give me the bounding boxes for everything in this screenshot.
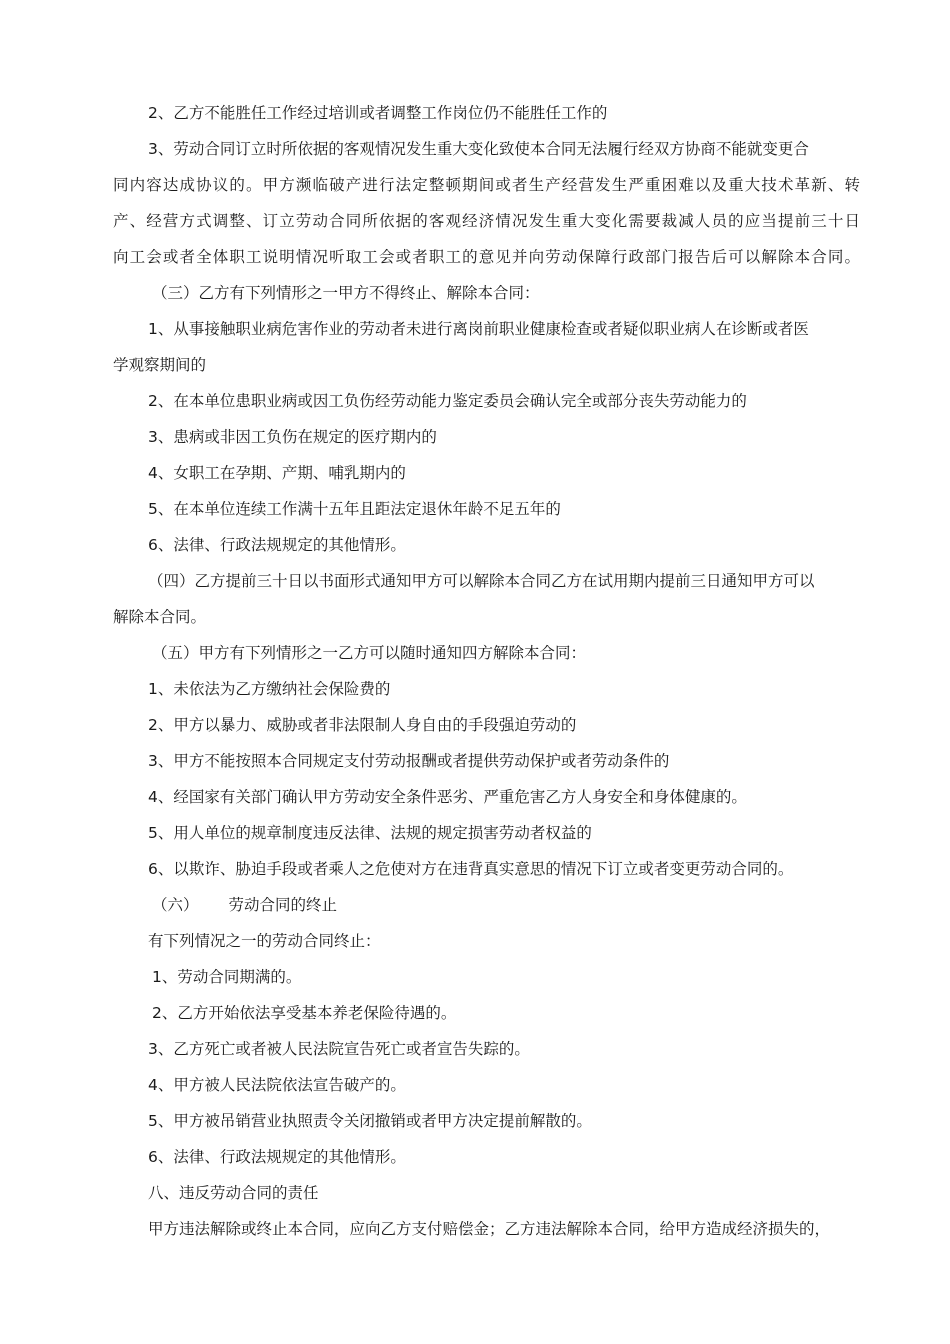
section-5-heading: （五）甲方有下列情形之一乙方可以随时通知四方解除本合同： (152, 644, 587, 662)
section-3-item-1-line1: 1、从事接触职业病危害作业的劳动者未进行离岗前职业健康检查或者疑似职业病人在诊断或者医 (148, 320, 809, 338)
section-4-line2: 解除本合同。 (113, 608, 207, 626)
section-6-title: 劳动合同的终止 (228, 896, 338, 914)
section-6-item-2: 2、乙方开始依法享受基本养老保险待遇的。 (152, 1004, 457, 1022)
section-6-number: （六） (152, 896, 199, 914)
section-5-item-3: 3、甲方不能按照本合同规定支付劳动报酬或者提供劳动保护或者劳动条件的 (148, 752, 670, 770)
section-6-heading (152, 894, 337, 916)
section-5-item-4: 4、经国家有关部门确认甲方劳动安全条件恶劣、严重危害乙方人身安全和身体健康的。 (148, 788, 747, 806)
section-3-item-3: 3、患病或非因工负伤在规定的医疗期内的 (148, 428, 437, 446)
section-6-item-5: 5、甲方被吊销营业执照责令关闭撤销或者甲方决定提前解散的。 (148, 1112, 592, 1130)
section-6-item-1: 1、劳动合同期满的。 (152, 968, 302, 986)
section-3-item-2: 2、在本单位患职业病或因工负伤经劳动能力鉴定委员会确认完全或部分丧失劳动能力的 (148, 392, 747, 410)
section-8-heading: 八、违反劳动合同的责任 (148, 1184, 319, 1202)
section-3-item-4: 4、女职工在孕期、产期、哺乳期内的 (148, 464, 406, 482)
section-5-item-1: 1、未依法为乙方缴纳社会保险费的 (148, 680, 391, 698)
section-3-item-6: 6、法律、行政法规规定的其他情形。 (148, 536, 406, 554)
section-6-item-3: 3、乙方死亡或者被人民法院宣告死亡或者宣告失踪的。 (148, 1040, 530, 1058)
section-5-item-2: 2、甲方以暴力、威胁或者非法限制人身自由的手段强迫劳动的 (148, 716, 577, 734)
section-5-item-6: 6、以欺诈、胁迫手段或者乘人之危使对方在违背真实意思的情况下订立或者变更劳动合同的。 (148, 860, 794, 878)
section-5-item-5: 5、用人单位的规章制度违反法律、法规的规定损害劳动者权益的 (148, 824, 592, 842)
section-3-heading: （三）乙方有下列情形之一甲方不得终止、解除本合同： (152, 284, 540, 302)
section-6-intro: 有下列情况之一的劳动合同终止： (148, 932, 381, 950)
clause-3-objective-change-line2: 同内容达成协议的。甲方濒临破产进行法定整顿期间或者生产经营发生严重困难以及重大技术革新、转 (113, 176, 860, 194)
clause-3-objective-change-line1: 3、劳动合同订立时所依据的客观情况发生重大变化致使本合同无法履行经双方协商不能就变更合 (148, 140, 809, 158)
section-8-paragraph-line1: 甲方违法解除或终止本合同，应向乙方支付赔偿金；乙方违法解除本合同，给甲方造成经济损失的， (148, 1220, 831, 1238)
section-4-line1: （四）乙方提前三十日以书面形式通知甲方可以解除本合同乙方在试用期内提前三日通知甲方可以 (148, 572, 815, 590)
clause-2-unfit-after-training: 2、乙方不能胜任工作经过培训或者调整工作岗位仍不能胜任工作的 (148, 104, 608, 122)
section-3-item-5: 5、在本单位连续工作满十五年且距法定退休年龄不足五年的 (148, 500, 561, 518)
section-6-item-4: 4、甲方被人民法院依法宣告破产的。 (148, 1076, 406, 1094)
section-6-item-6: 6、法律、行政法规规定的其他情形。 (148, 1148, 406, 1166)
section-3-item-1-line2: 学观察期间的 (113, 356, 207, 374)
clause-3-objective-change-line4: 向工会或者全体职工说明情况听取工会或者职工的意见并向劳动保障行政部门报告后可以解除本合同。 (113, 248, 860, 266)
clause-3-objective-change-line3: 产、经营方式调整、订立劳动合同所依据的客观经济情况发生重大变化需要裁减人员的应当提前三十日 (113, 212, 860, 230)
